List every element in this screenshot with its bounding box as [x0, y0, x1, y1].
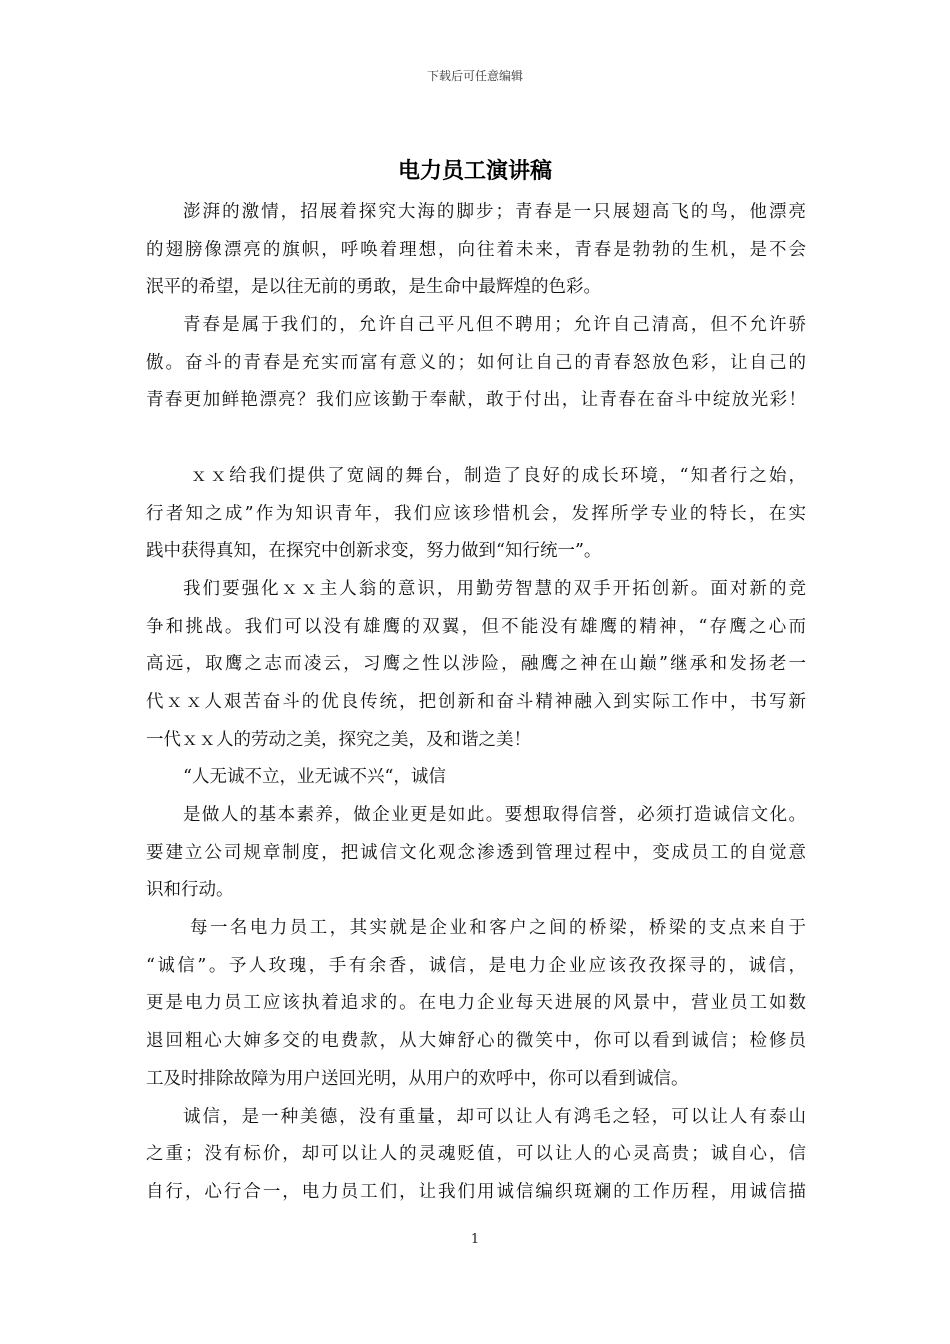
page-header: 下载后可任意编辑: [426, 69, 523, 83]
paragraph-line: 高远，取鹰之志而凌云，习鹰之性以涉险，融鹰之神在山巅”继承和发扬老一: [146, 654, 806, 675]
paragraph-line: 代ｘｘ人艰苦奋斗的优良传统，把创新和奋斗精神融入到实际工作中，书写新: [146, 691, 806, 712]
paragraph-line: 泯平的希望，是以往无前的勇敢，是生命中最辉煌的色彩。: [146, 277, 601, 298]
paragraph-line: 之重；没有标价，却可以让人的灵魂贬值，可以让人的心灵高贵；诚自心，信: [146, 1144, 806, 1165]
paragraph-line: 澎湃的激情，招展着探究大海的脚步；青春是一只展翅高飞的鸟，他漂亮: [183, 202, 806, 222]
paragraph-line: 争和挑战。我们可以没有雄鹰的双翼，但不能没有雄鹰的精神，“存鹰之心而: [146, 616, 806, 637]
paragraph-line: 的翅膀像漂亮的旗帜，呼唤着理想，向往着未来，青春是勃勃的生机，是不会: [146, 239, 806, 260]
paragraph-line: 是做人的基本素养，做企业更是如此。要想取得信誉，必须打造诚信文化。: [183, 805, 806, 825]
paragraph-line: 每一名电力员工，其实就是企业和客户之间的桥梁，桥梁的支点来自于: [190, 918, 806, 939]
paragraph-line: 自行，心行合一，电力员工们，让我们用诚信编织斑斓的工作历程，用诚信描: [146, 1181, 806, 1202]
paragraph-line: 要建立公司规章制度，把诚信文化观念渗透到管理过程中，变成员工的自觉意: [146, 842, 806, 863]
paragraph-line: 践中获得真知，在探究中创新求变，努力做到“知行统一”。: [146, 541, 602, 562]
paragraph-line: 退回粗心大婶多交的电费款，从大婶舒心的微笑中，你可以看到诚信；检修员: [146, 1031, 806, 1052]
paragraph-line: ｘｘ给我们提供了宽阔的舞台，制造了良好的成长环境，“知者行之始，: [190, 465, 806, 486]
paragraph-line: 青春更加鲜艳漂亮？我们应该勤于奉献，敢于付出，让青春在奋斗中绽放光彩！: [146, 390, 806, 411]
paragraph-line: 行者知之成”作为知识青年，我们应该珍惜机会，发挥所学专业的特长，在实: [146, 503, 806, 524]
paragraph-line: “诚信”。予人玫瑰，手有余香，诚信，是电力企业应该孜孜探寻的，诚信，: [146, 955, 806, 976]
paragraph-line: 我们要强化ｘｘ主人翁的意识，用勤劳智慧的双手开拓创新。面对新的竞: [183, 578, 806, 599]
paragraph-line: 青春是属于我们的，允许自己平凡但不聘用；允许自己清高，但不允许骄: [183, 315, 806, 336]
blank-line: [146, 424, 806, 462]
paragraph-line: 傲。奋斗的青春是充实而富有意义的；如何让自己的青春怒放色彩，让自己的: [146, 352, 806, 373]
paragraph-line: 一代ｘｘ人的劳动之美，探究之美，及和谐之美！: [146, 729, 531, 750]
paragraph-line: 识和行动。: [146, 880, 234, 901]
document-title: 电力员工演讲稿: [397, 158, 552, 184]
page-number: 1: [470, 1232, 480, 1247]
paragraph-line: 诚信，是一种美德，没有重量，却可以让人有鸿毛之轻，可以让人有泰山: [183, 1106, 806, 1127]
paragraph-line: 工及时排除故障为用户送回光明，从用户的欢呼中，你可以看到诚信。: [146, 1068, 689, 1089]
paragraph-line: “人无诚不立，业无诚不兴“，诚信: [183, 767, 446, 788]
paragraph-line: 更是电力员工应该执着追求的。在电力企业每天进展的风景中，营业员工如数: [146, 993, 806, 1014]
document-body: [146, 198, 806, 1216]
